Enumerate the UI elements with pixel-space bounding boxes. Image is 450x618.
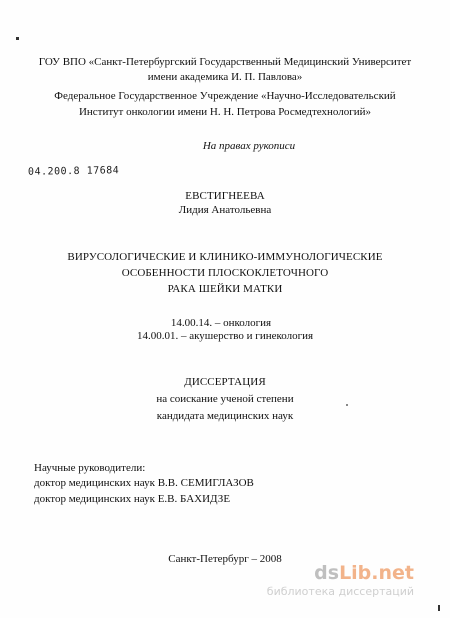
- footer-city-year: Санкт-Петербург – 2008: [168, 553, 282, 565]
- specialty-line-1: 14.00.14. – онкология: [170, 317, 272, 329]
- title-line-3: РАКА ШЕЙКИ МАТКИ: [167, 283, 283, 295]
- header-line-4: Институт онкологии имени Н. Н. Петрова Росмедтехнологий»: [78, 106, 372, 118]
- corner-mark-top-left: [16, 37, 19, 40]
- title-line-2: ОСОБЕННОСТИ ПЛОСКОКЛЕТОЧНОГО: [121, 267, 329, 279]
- header-line-3: Федеральное Государственное Учреждение «Научно-Исследовательский: [54, 90, 396, 102]
- title-line-1: ВИРУСОЛОГИЧЕСКИЕ И КЛИНИКО-ИММУНОЛОГИЧЕСКИЕ: [67, 251, 383, 263]
- watermark-logo: [314, 562, 414, 584]
- watermark-brand-main: Lib.net: [339, 562, 414, 584]
- author-surname: ЕВСТИГНЕЕВА: [185, 190, 265, 202]
- header-line-2: имени академика И. П. Павлова»: [147, 71, 303, 83]
- corner-mark-bottom-right: [438, 605, 440, 611]
- supervisor-2: доктор медицинских наук Е.В. БАХИДЗЕ: [34, 493, 231, 505]
- header-line-1: ГОУ ВПО «Санкт-Петербургский Государственный Медицинский Университет: [38, 56, 412, 68]
- work-type-line-2: кандидата медицинских наук: [156, 410, 294, 422]
- supervisors-heading: Научные руководители:: [34, 462, 146, 474]
- work-type-heading: ДИССЕРТАЦИЯ: [184, 376, 266, 388]
- supervisor-1: доктор медицинских наук В.В. СЕМИГЛАЗОВ: [34, 477, 254, 489]
- work-type-line-1: на соискание ученой степени: [156, 393, 294, 405]
- specialty-line-2: 14.00.01. – акушерство и гинекология: [136, 330, 314, 342]
- stamp-number: 04.200.8 17684: [27, 165, 120, 178]
- watermark-brand-prefix: ds: [314, 562, 340, 584]
- dslib-watermark: [254, 562, 434, 602]
- rights-label: На правах рукописи: [202, 140, 296, 152]
- author-name: Лидия Анатольевна: [178, 204, 272, 216]
- watermark-subtitle: библиотека диссертаций: [266, 585, 414, 598]
